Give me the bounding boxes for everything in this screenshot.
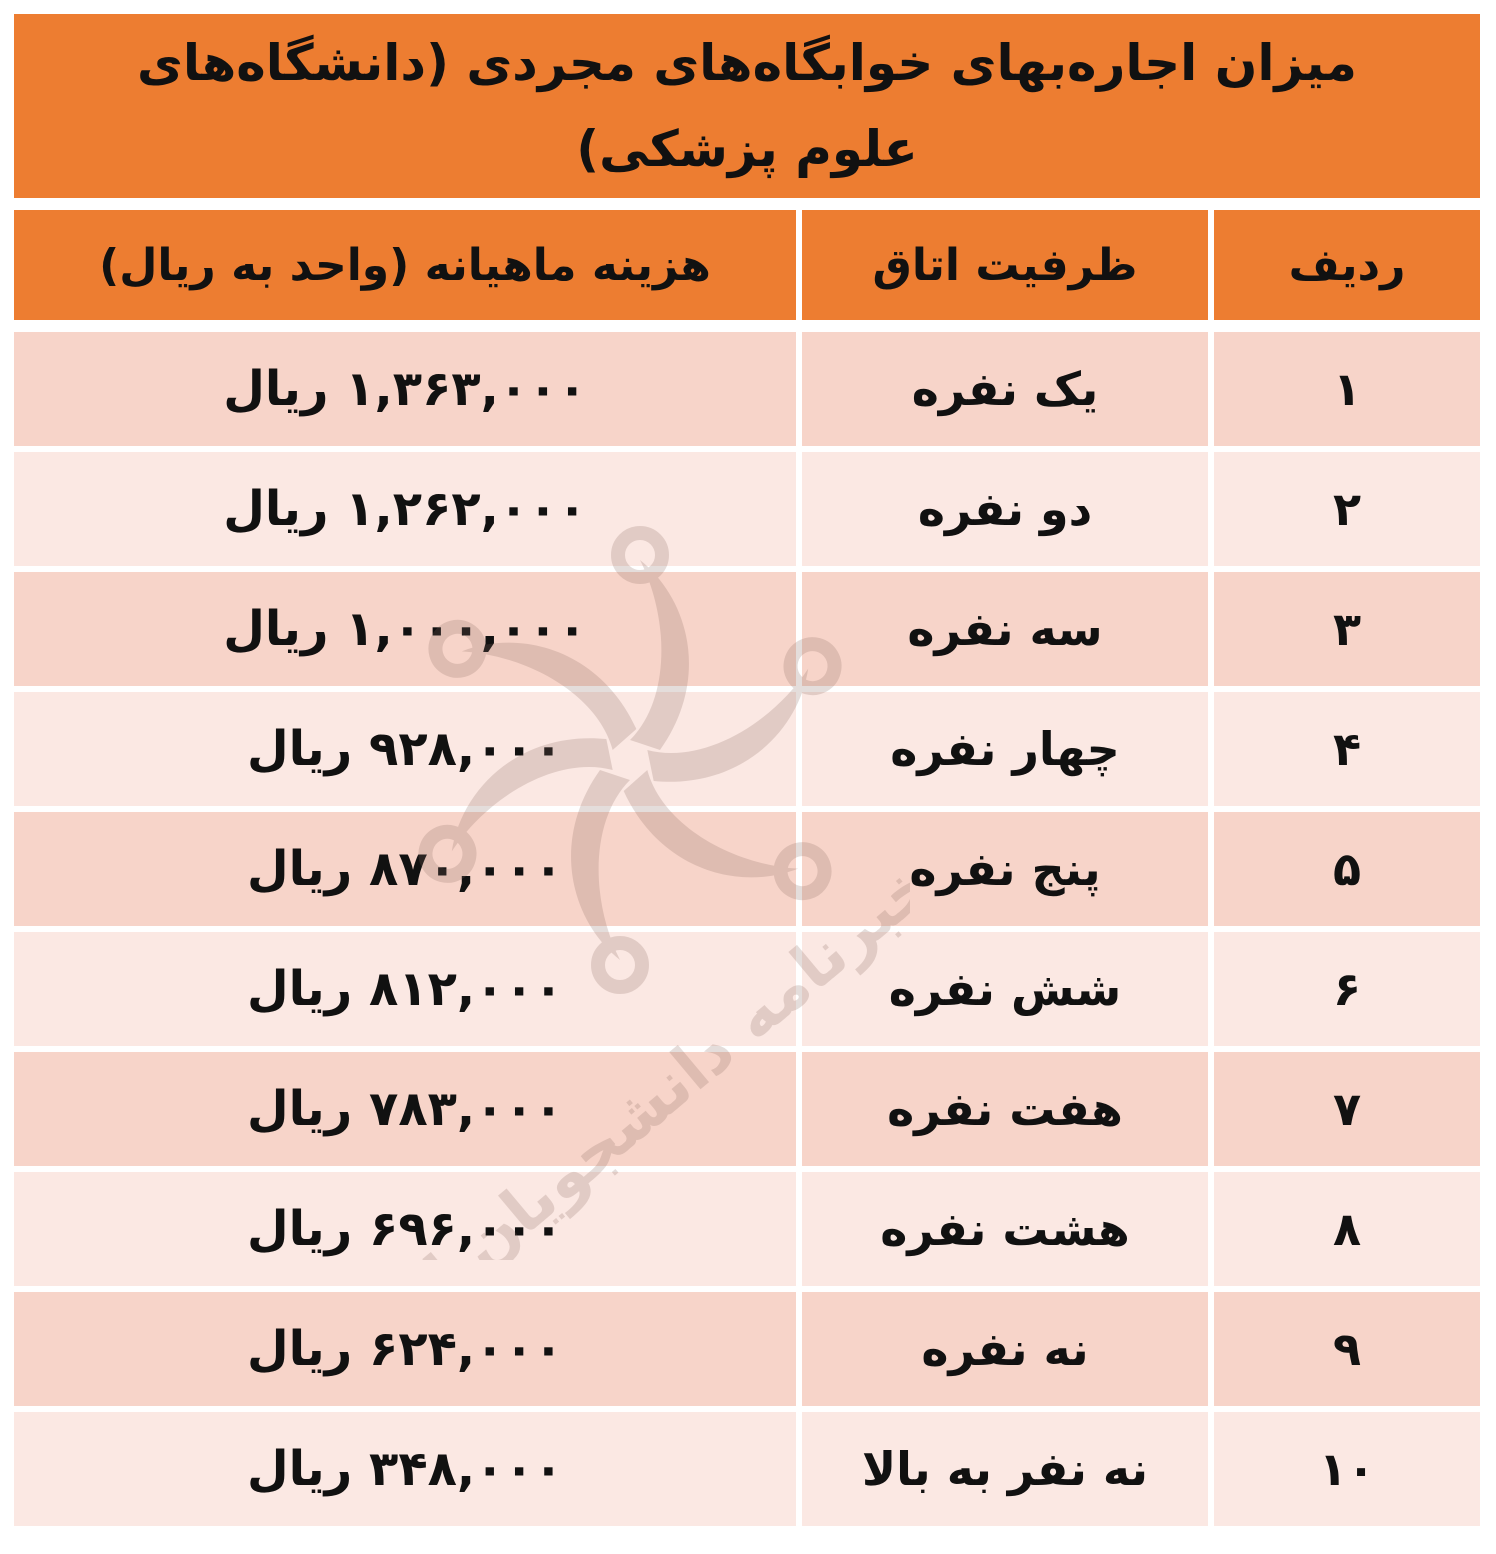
row-cost-cell — [14, 1172, 796, 1286]
row-index: ۴ — [1332, 722, 1362, 776]
row-index-cell — [1214, 692, 1480, 806]
row-capacity: شش نفره — [888, 962, 1122, 1016]
row-capacity-cell — [802, 1172, 1208, 1286]
row-index: ۵ — [1332, 842, 1362, 896]
header-index-cell — [1214, 210, 1480, 320]
row-cost-cell — [14, 1412, 796, 1526]
header-capacity-cell — [802, 210, 1208, 320]
row-cost: ۶۹۶,۰۰۰ ریال — [246, 1201, 564, 1257]
row-cost: ۶۲۴,۰۰۰ ریال — [246, 1321, 564, 1377]
row-cost: ۷۸۳,۰۰۰ ریال — [246, 1081, 564, 1137]
row-cost: ۳۴۸,۰۰۰ ریال — [246, 1441, 564, 1497]
row-cost-cell — [14, 1052, 796, 1166]
row-capacity: نه نفر به بالا — [861, 1442, 1149, 1496]
table-row — [14, 572, 1480, 686]
header-cost-cell — [14, 210, 796, 320]
row-index-cell — [1214, 452, 1480, 566]
row-cost-cell — [14, 812, 796, 926]
table-row — [14, 1052, 1480, 1166]
row-cost-cell — [14, 932, 796, 1046]
table-row — [14, 332, 1480, 446]
row-index-cell — [1214, 572, 1480, 686]
row-cost: ۹۲۸,۰۰۰ ریال — [246, 721, 564, 777]
header-row — [14, 210, 1480, 320]
row-cost-cell — [14, 692, 796, 806]
header-capacity: ظرفیت اتاق — [872, 239, 1138, 291]
row-index: ۷ — [1332, 1082, 1362, 1136]
row-capacity-cell — [802, 1052, 1208, 1166]
table-row — [14, 452, 1480, 566]
table-row — [14, 692, 1480, 806]
row-cost: ۱,۰۰۰,۰۰۰ ریال — [223, 601, 587, 657]
row-capacity: نه نفره — [921, 1322, 1089, 1376]
row-capacity: سه نفره — [907, 602, 1103, 656]
row-index: ۳ — [1332, 602, 1362, 656]
row-capacity: هشت نفره — [880, 1202, 1130, 1256]
row-capacity-cell — [802, 812, 1208, 926]
row-cost: ۸۱۲,۰۰۰ ریال — [246, 961, 564, 1017]
row-capacity: هفت نفره — [887, 1082, 1123, 1136]
row-capacity-cell — [802, 932, 1208, 1046]
row-index-cell — [1214, 812, 1480, 926]
row-capacity: پنج نفره — [909, 842, 1101, 896]
row-cost: ۱,۳۶۳,۰۰۰ ریال — [223, 361, 587, 417]
row-index-cell — [1214, 1172, 1480, 1286]
row-capacity: چهار نفره — [890, 722, 1120, 776]
table-row — [14, 1412, 1480, 1526]
table-row — [14, 1292, 1480, 1406]
row-index: ۱ — [1332, 362, 1362, 416]
row-index-cell — [1214, 1292, 1480, 1406]
watermark-text: خبرنامه دانشجویان — [446, 845, 910, 1260]
table-body — [14, 332, 1480, 1532]
row-cost-cell — [14, 452, 796, 566]
row-index-cell — [1214, 332, 1480, 446]
table-row — [14, 1172, 1480, 1286]
row-capacity-cell — [802, 692, 1208, 806]
row-capacity-cell — [802, 572, 1208, 686]
rent-table — [14, 14, 1480, 1540]
row-capacity-cell — [802, 452, 1208, 566]
row-index-cell — [1214, 1052, 1480, 1166]
row-index-cell — [1214, 1412, 1480, 1526]
table-row — [14, 932, 1480, 1046]
table-row — [14, 812, 1480, 926]
row-cost: ۱,۲۶۲,۰۰۰ ریال — [223, 481, 587, 537]
row-index: ۹ — [1332, 1322, 1362, 1376]
row-cost-cell — [14, 572, 796, 686]
table-title: میزان اجاره‌بهای خوابگاه‌های مجردی (دانشگاه‌های علوم پزشکی) — [137, 34, 1357, 178]
row-capacity: یک نفره — [911, 362, 1099, 416]
row-capacity-cell — [802, 332, 1208, 446]
row-capacity-cell — [802, 1292, 1208, 1406]
header-index: ردیف — [1288, 239, 1406, 291]
row-index: ۱۰ — [1318, 1442, 1376, 1496]
row-index: ۸ — [1332, 1202, 1362, 1256]
header-cost: هزینه ماهیانه (واحد به ریال) — [99, 239, 711, 291]
table-title-bar — [14, 14, 1480, 198]
row-index-cell — [1214, 932, 1480, 1046]
row-index: ۲ — [1332, 482, 1362, 536]
row-capacity: دو نفره — [917, 482, 1093, 536]
row-capacity-cell — [802, 1412, 1208, 1526]
row-index: ۶ — [1332, 962, 1362, 1016]
row-cost: ۸۷۰,۰۰۰ ریال — [246, 841, 564, 897]
row-cost-cell — [14, 332, 796, 446]
row-cost-cell — [14, 1292, 796, 1406]
